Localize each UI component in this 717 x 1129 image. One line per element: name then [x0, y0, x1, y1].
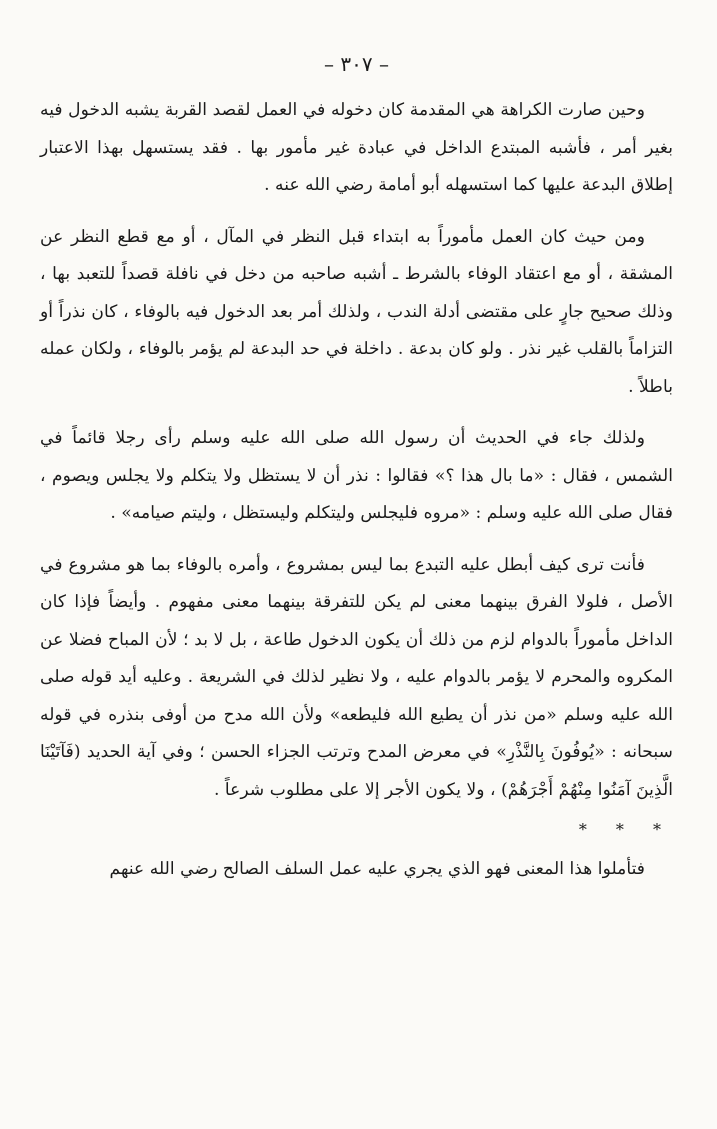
page-number: – ٣٠٧ –: [324, 52, 389, 76]
paragraph-4: فأنت ترى كيف أبطل عليه التبدع بما ليس بمشروع ، وأمره بالوفاء بما هو مشروع في الأصل ، فلولا الفرق بينهما معنى لم يكن للتفرقة بينهما معنى مفهوم . وأيضاً فإذا كان الداخل مأموراً بالدوام لزم من ذلك أن يكون الدخول طاعة ، بل لا بد ؛ لأن المباح فضلا عن المكروه والمحرم لا يؤمر بالدوام عليه ، ولا نظير لذلك في الشريعة . وعليه أيد قوله صلى الله عليه وسلم «من نذر أن يطيع الله فليطعه» ولأن الله مدح من أوفى بنذره في قوله سبحانه : «يُوفُونَ بِالنَّذْرِ» في معرض المدح وترتب الجزاء الحسن ؛ وفي آية الحديد (فَآتَيْنَا الَّذِينَ آمَنُوا مِنْهُمْ أَجْرَهُمْ) ، ولا يكون الأجر إلا على مطلوب شرعاً .: [40, 554, 673, 800]
paragraph-1: وحين صارت الكراهة هي المقدمة كان دخوله في العمل لقصد القربة يشبه الدخول فيه بغير أمر ، فأشبه المبتدع الداخل في عبادة غير مأمور بها . فقد يستسهل بهذا الاعتبار إطلاق البدعة عليها كما استسهله أبو أمامة رضي الله عنه .: [40, 100, 673, 195]
paragraph-2: ومن حيث كان العمل مأموراً به ابتداء قبل النظر في المآل ، أو مع قطع النظر عن المشقة ، أو مع اعتقاد الوفاء بالشرط ـ أشبه صاحبه من دخل في نافلة قصداً للتعبد بها ، وذلك صحيح جارٍ على مقتضى أدلة الندب ، ولذلك أمر بعد الدخول فيه بالوفاء ، كان نذراً أو التزاماً بالقلب غير نذر . ولو كان بدعة . داخلة في حد البدعة لم يؤمر بالوفاء ، ولكان عمله باطلاً .: [40, 226, 673, 397]
paragraph-final: فتأملوا هذا المعنى فهو الذي يجري عليه عمل السلف الصالح رضي الله عنهم: [109, 859, 645, 879]
section-separator: * * *: [578, 820, 673, 839]
paragraph-3: ولذلك جاء في الحديث أن رسول الله صلى الله عليه وسلم رأى رجلا قائماً في الشمس ، فقال : «ما بال هذا ؟» فقالوا : نذر أن لا يستظل ولا يتكلم ولا يجلس ويصوم ، فقال صلى الله عليه وسلم : «مروه فليجلس وليتكلم وليستظل ، وليتم صيامه» .: [40, 428, 673, 523]
page-body: [40, 92, 673, 889]
